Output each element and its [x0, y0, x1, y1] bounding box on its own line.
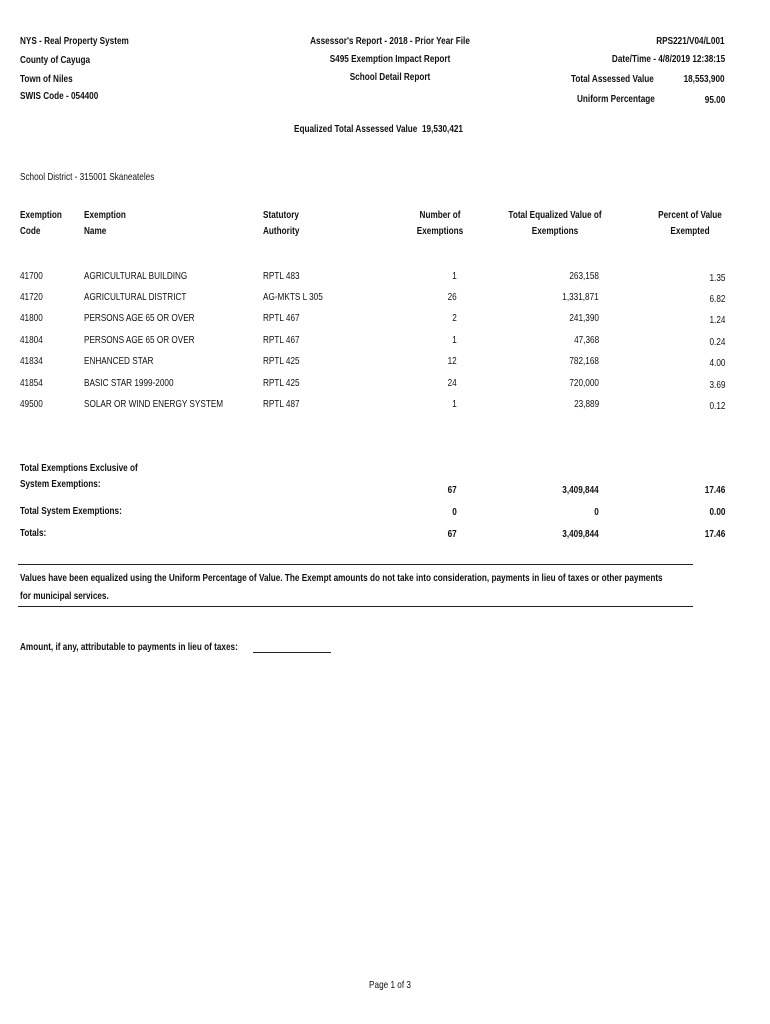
- row-percent: 0.24: [709, 336, 725, 348]
- row-name: ENHANCED STAR: [84, 355, 154, 367]
- row-authority: RPTL 467: [263, 312, 300, 324]
- row-percent: 1.24: [709, 314, 725, 326]
- totals-system-percent: 0.00: [709, 506, 725, 518]
- pilot-label: Amount, if any, attributable to payments in lieu of taxes:: [20, 641, 238, 653]
- system-name: NYS - Real Property System: [20, 35, 129, 47]
- county-name: County of Cayuga: [20, 54, 91, 66]
- row-authority: RPTL 425: [263, 355, 300, 367]
- row-value: 241,390: [569, 312, 599, 324]
- row-count: 24: [447, 377, 457, 389]
- row-code: 41834: [20, 355, 43, 367]
- row-percent: 6.82: [709, 293, 725, 305]
- report-datetime: Date/Time - 4/8/2019 12:38:15: [611, 53, 725, 65]
- row-count: 1: [452, 270, 457, 282]
- row-code: 41804: [20, 334, 43, 346]
- row-name: PERSONS AGE 65 OR OVER: [84, 312, 195, 324]
- row-code: 49500: [20, 398, 43, 410]
- totals-grand-percent: 17.46: [704, 528, 725, 540]
- report-title: Assessor's Report - 2018 - Prior Year File: [310, 35, 470, 47]
- row-authority: RPTL 487: [263, 398, 300, 410]
- row-authority: RPTL 483: [263, 270, 300, 282]
- town-name: Town of Niles: [20, 73, 73, 85]
- row-percent: 0.12: [709, 400, 725, 412]
- row-value: 23,889: [573, 398, 599, 410]
- row-count: 1: [452, 334, 457, 346]
- row-code: 41854: [20, 377, 43, 389]
- row-percent: 4.00: [709, 357, 725, 369]
- totals-grand-count: 67: [447, 528, 457, 540]
- row-name: AGRICULTURAL BUILDING: [84, 270, 188, 282]
- col-header-code: Exemption Code: [20, 209, 62, 237]
- row-code: 41720: [20, 291, 43, 303]
- row-value: 782,168: [569, 355, 599, 367]
- row-name: BASIC STAR 1999-2000: [84, 377, 174, 389]
- pilot-blank-line: [253, 652, 331, 653]
- total-assessed-value: 18,553,900: [684, 73, 725, 85]
- totals-exclusive-value: 3,409,844: [562, 484, 599, 496]
- totals-exclusive-count: 67: [447, 484, 457, 496]
- report-subtitle: S495 Exemption Impact Report: [329, 53, 451, 65]
- row-count: 1: [452, 398, 457, 410]
- note-line-2: for municipal services.: [20, 590, 109, 602]
- totals-exclusive-label: Total Exemptions Exclusive of System Exemptions:: [20, 462, 138, 490]
- row-value: 720,000: [569, 377, 599, 389]
- totals-label: Totals:: [20, 527, 47, 539]
- row-authority: RPTL 425: [263, 377, 300, 389]
- note-rule-bottom: [18, 606, 693, 607]
- row-percent: 1.35: [709, 272, 725, 284]
- uniform-pct-label: Uniform Percentage: [577, 93, 655, 105]
- col-header-count: Number of Exemptions: [416, 209, 464, 237]
- totals-exclusive-percent: 17.46: [704, 484, 725, 496]
- col-header-authority: Statutory Authority: [263, 209, 300, 237]
- row-name: AGRICULTURAL DISTRICT: [84, 291, 187, 303]
- col-header-value: Total Equalized Value of Exemptions: [508, 209, 602, 237]
- row-value: 1,331,871: [562, 291, 599, 303]
- col-header-percent: Percent of Value Exempted: [658, 209, 722, 237]
- row-count: 2: [452, 312, 457, 324]
- row-percent: 3.69: [709, 379, 725, 391]
- school-district: School District - 315001 Skaneateles: [20, 171, 155, 183]
- report-type: School Detail Report: [349, 71, 431, 83]
- row-value: 263,158: [569, 270, 599, 282]
- note-line-1: Values have been equalized using the Uniform Percentage of Value. The Exempt amounts do not take into consideration, payments in lieu of taxes or other payments: [20, 572, 663, 584]
- row-code: 41800: [20, 312, 43, 324]
- totals-system-value: 0: [594, 506, 599, 518]
- totals-system-count: 0: [452, 506, 457, 518]
- row-count: 26: [447, 291, 457, 303]
- uniform-pct-value: 95.00: [704, 94, 725, 106]
- row-name: SOLAR OR WIND ENERGY SYSTEM: [84, 398, 224, 410]
- row-code: 41700: [20, 270, 43, 282]
- report-code: RPS221/V04/L001: [656, 35, 725, 47]
- totals-grand-value: 3,409,844: [562, 528, 599, 540]
- totals-system-label: Total System Exemptions:: [20, 505, 122, 517]
- total-assessed-label: Total Assessed Value: [571, 73, 654, 85]
- equalized-label: Equalized Total Assessed Value: [294, 123, 418, 135]
- row-authority: RPTL 467: [263, 334, 300, 346]
- row-value: 47,368: [573, 334, 599, 346]
- note-rule-top: [18, 564, 693, 565]
- row-count: 12: [447, 355, 457, 367]
- page-number: Page 1 of 3: [369, 979, 411, 991]
- row-name: PERSONS AGE 65 OR OVER: [84, 334, 195, 346]
- row-authority: AG-MKTS L 305: [263, 291, 323, 303]
- col-header-name: Exemption Name: [84, 209, 126, 237]
- swis-code: SWIS Code - 054400: [20, 90, 99, 102]
- equalized-value: 19,530,421: [422, 123, 463, 135]
